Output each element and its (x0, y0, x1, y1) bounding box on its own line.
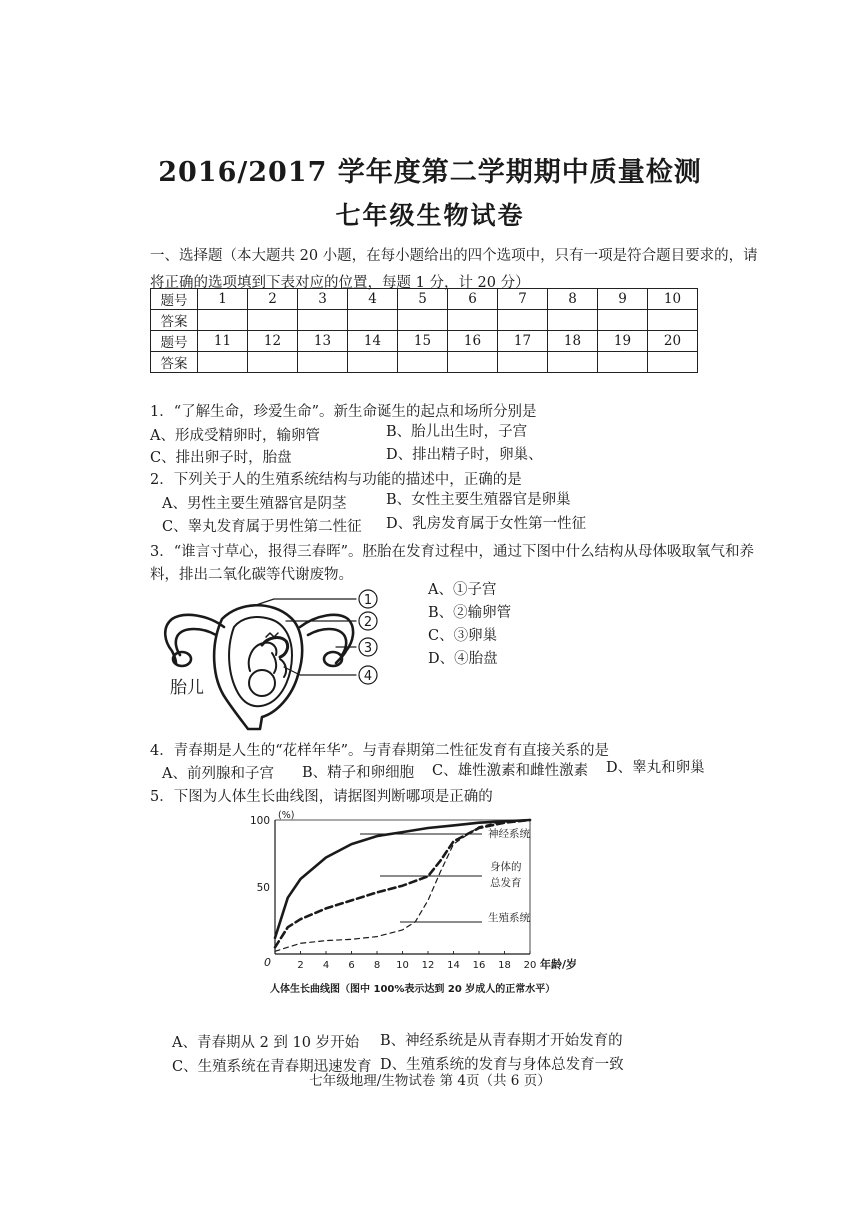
question-number: 4 (348, 289, 398, 310)
question-number: 13 (298, 331, 348, 352)
x-tick-label: 4 (322, 960, 330, 971)
x-axis-label: 年龄/岁 (540, 958, 578, 971)
answer-cell[interactable] (448, 310, 498, 331)
answer-table (150, 288, 698, 373)
q1-option-d[interactable]: D、排出精子时，卵巢、 (386, 447, 543, 463)
question-number: 8 (548, 289, 598, 310)
q5-option-d[interactable]: D、生殖系统的发育与身体总发育一致 (380, 1057, 624, 1073)
q3-stem-line2: 料，排出二氧化碳等代谢废物。 (150, 567, 353, 583)
label-4: 4 (363, 669, 373, 684)
question-number: 5 (398, 289, 448, 310)
row-label-answer: 答案 (151, 310, 198, 331)
section-intro-line2: 将正确的选项填到下表对应的位置，每题 1 分，计 20 分） (150, 275, 530, 291)
x-tick-label: 20 (523, 960, 537, 971)
q2-option-a[interactable]: A、男性主要生殖器官是阴茎 (162, 496, 347, 512)
question-number: 9 (598, 289, 648, 310)
label-1: 1 (363, 593, 373, 608)
row-label-question: 题号 (151, 289, 198, 310)
q4-stem: 4．青春期是人生的“花样年华”。与青春期第二性征发育有直接关系的是 (150, 743, 610, 759)
question-number: 20 (648, 331, 698, 352)
answer-cell[interactable] (298, 352, 348, 373)
question-number: 2 (248, 289, 298, 310)
x-tick-label: 10 (396, 960, 409, 971)
series-label-2: 生殖系统 (488, 912, 530, 924)
question-number: 10 (648, 289, 698, 310)
q1-option-b[interactable]: B、胎儿出生时，子宫 (386, 424, 528, 440)
q2-option-c[interactable]: C、睾丸发育属于男性第二性征 (162, 519, 362, 535)
uterus-diagram (150, 575, 390, 735)
answer-cell[interactable] (298, 310, 348, 331)
answer-cell[interactable] (348, 352, 398, 373)
y-axis-label: (%) (278, 810, 295, 821)
answer-cell[interactable] (498, 352, 548, 373)
answer-cell[interactable] (598, 310, 648, 331)
answer-cell[interactable] (198, 310, 248, 331)
question-number: 15 (398, 331, 448, 352)
growth-chart (230, 808, 590, 1008)
x-tick-label: 2 (297, 960, 304, 971)
q3-option-a[interactable]: A、①子宫 (428, 582, 497, 598)
q2-option-d[interactable]: D、乳房发育属于女性第一性征 (386, 516, 587, 532)
table-row (151, 289, 698, 310)
question-number: 11 (198, 331, 248, 352)
answer-cell[interactable] (198, 352, 248, 373)
question-number: 18 (548, 331, 598, 352)
row-label-answer: 答案 (151, 352, 198, 373)
q3-stem-line1: 3．“谁言寸草心，报得三春晖”。胚胎在发育过程中，通过下图中什么结构从母体吸取氧气和养 (150, 544, 755, 560)
question-number: 16 (448, 331, 498, 352)
q3-option-c[interactable]: C、③卵巢 (428, 628, 498, 644)
question-number: 3 (298, 289, 348, 310)
y-tick-label: 100 (249, 815, 270, 827)
x-tick-label: 18 (498, 960, 511, 971)
uterus-wall (214, 605, 302, 729)
q3-option-b[interactable]: B、②输卵管 (428, 605, 512, 621)
exam-subtitle: 七年级生物试卷 (335, 201, 525, 230)
table-row (151, 352, 698, 373)
series-label-0: 神经系统 (488, 828, 530, 840)
x-tick-label: 6 (348, 960, 355, 971)
question-number: 12 (248, 331, 298, 352)
q5-option-a[interactable]: A、青春期从 2 到 10 岁开始 (172, 1035, 360, 1051)
table-row (151, 310, 698, 331)
answer-cell[interactable] (498, 310, 548, 331)
series-label-1b: 总发育 (490, 877, 522, 889)
answer-cell[interactable] (448, 352, 498, 373)
x-tick-label: 8 (373, 960, 381, 971)
q4-option-d[interactable]: D、睾丸和卵巢 (606, 760, 705, 776)
answer-cell[interactable] (398, 352, 448, 373)
exam-title: 2016/2017 学年度第二学期期中质量检测 (158, 157, 702, 188)
x-tick-label: 12 (421, 960, 435, 971)
page-footer: 七年级地理/生物试卷 第 4页（共 6 页） (309, 1073, 551, 1089)
table-row (151, 331, 698, 352)
question-number: 6 (448, 289, 498, 310)
fetus-head (249, 670, 275, 696)
x-tick-label: 16 (472, 960, 486, 971)
answer-cell[interactable] (248, 310, 298, 331)
q4-option-c[interactable]: C、雄性激素和雌性激素 (432, 763, 589, 779)
origin-label: 0 (264, 956, 271, 969)
label-3: 3 (363, 641, 373, 656)
answer-cell[interactable] (398, 310, 448, 331)
answer-cell[interactable] (548, 310, 598, 331)
answer-cell[interactable] (648, 310, 698, 331)
q4-option-a[interactable]: A、前列腺和子宫 (162, 766, 274, 782)
chart-caption: 人体生长曲线图（图中 100%表示达到 20 岁成人的正常水平） (270, 984, 556, 995)
q4-option-b[interactable]: B、精子和卵细胞 (302, 765, 415, 781)
q2-option-b[interactable]: B、女性主要生殖器官是卵巢 (386, 492, 571, 508)
question-number: 1 (198, 289, 248, 310)
question-number: 17 (498, 331, 548, 352)
section-intro-line1: 一、选择题（本大题共 20 小题，在每小题给出的四个选项中，只有一项是符合题目要求的，请 (150, 248, 758, 264)
q5-stem: 5．下图为人体生长曲线图，请据图判断哪项是正确的 (150, 789, 493, 805)
q1-option-c[interactable]: C、排出卵子时，胎盘 (150, 450, 292, 466)
label-2: 2 (363, 615, 373, 630)
row-label-question: 题号 (151, 331, 198, 352)
question-number: 19 (598, 331, 648, 352)
q2-stem: 2．下列关于人的生殖系统结构与功能的描述中，正确的是 (150, 472, 522, 488)
fetus-label: 胎儿 (170, 678, 204, 698)
answer-cell[interactable] (548, 352, 598, 373)
answer-cell[interactable] (348, 310, 398, 331)
answer-cell[interactable] (598, 352, 648, 373)
y-tick-label: 50 (256, 882, 270, 894)
answer-cell[interactable] (248, 352, 298, 373)
series-label-1a: 身体的 (490, 861, 522, 873)
q5-option-c[interactable]: C、生殖系统在青春期迅速发育 (172, 1059, 372, 1075)
q1-option-a[interactable]: A、形成受精卵时，输卵管 (150, 428, 320, 444)
q1-stem: 1．“了解生命，珍爱生命”。新生命诞生的起点和场所分别是 (150, 404, 537, 420)
q5-option-b[interactable]: B、神经系统是从青春期才开始发育的 (380, 1033, 623, 1049)
q3-option-d[interactable]: D、④胎盘 (428, 651, 498, 667)
question-number: 7 (498, 289, 548, 310)
answer-cell[interactable] (648, 352, 698, 373)
question-number: 14 (348, 331, 398, 352)
x-tick-label: 14 (447, 960, 460, 971)
